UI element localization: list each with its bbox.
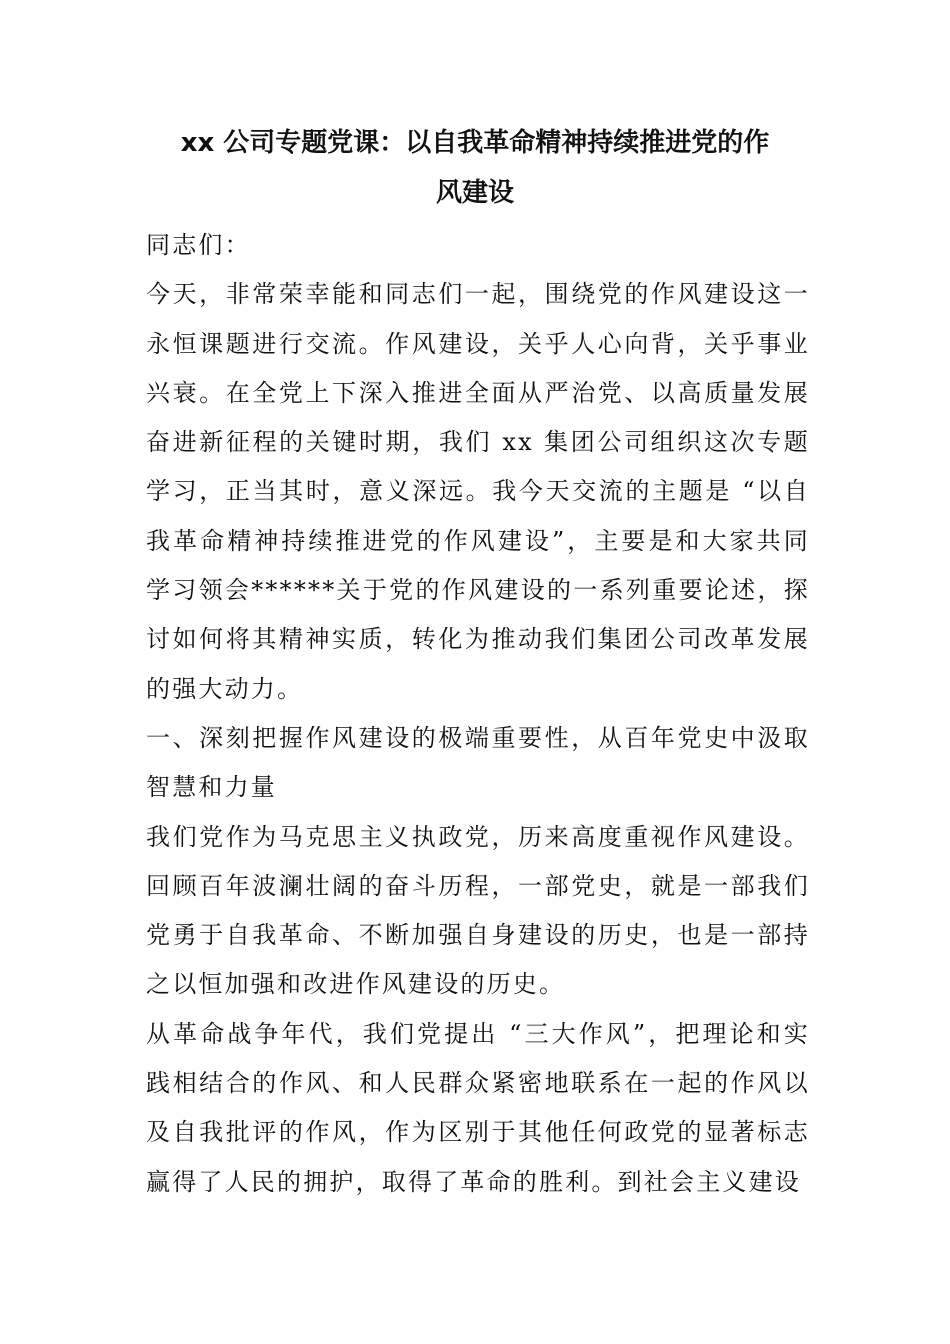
document-title-line-2: 风建设 [435,178,514,208]
body-paragraph: 今天，非常荣幸能和同志们一起，围绕党的作风建设这一永恒课题进行交流。作风建设，关乎人心向背，关乎事业兴衰。在全党上下深入推进全面从严治党、以高质量发展奋进新征程的关键时期，我们 xx 集团公司组织这次专题学习，正当其时，意义深远。我今天交流的主题是 “以自我革命精神持续推进党的作风建设”，主要是和大家共同学习领会******关于党的作风建设的一系列重要论述，探讨如何将其精神实质，转化为推动我们集团公司改革发展的强大动力。 [146,280,810,703]
salutation: 同志们： [146,231,251,259]
section-heading: 一、深刻把握作风建设的极端重要性，从百年党史中汲取智慧和力量 [146,723,810,802]
document-title-line-1: xx 公司专题党课：以自我革命精神持续推进党的作 [180,128,770,158]
body-paragraph: 我们党作为马克思主义执政党，历来高度重视作风建设。回顾百年波澜壮阔的奋斗历程，一部党史，就是一部我们党勇于自我革命、不断加强自身建设的历史，也是一部持之以恒加强和改进作风建设的历史。 [146,822,810,999]
document-body [146,221,810,1207]
body-paragraph: 从革命战争年代，我们党提出 “三大作风”，把理论和实践相结合的作风、和人民群众紧密地联系在一起的作风以及自我批评的作风，作为区别于其他任何政党的显著标志赢得了人民的拥护，取得了革命的胜利。到社会主义建设 [146,1019,810,1196]
